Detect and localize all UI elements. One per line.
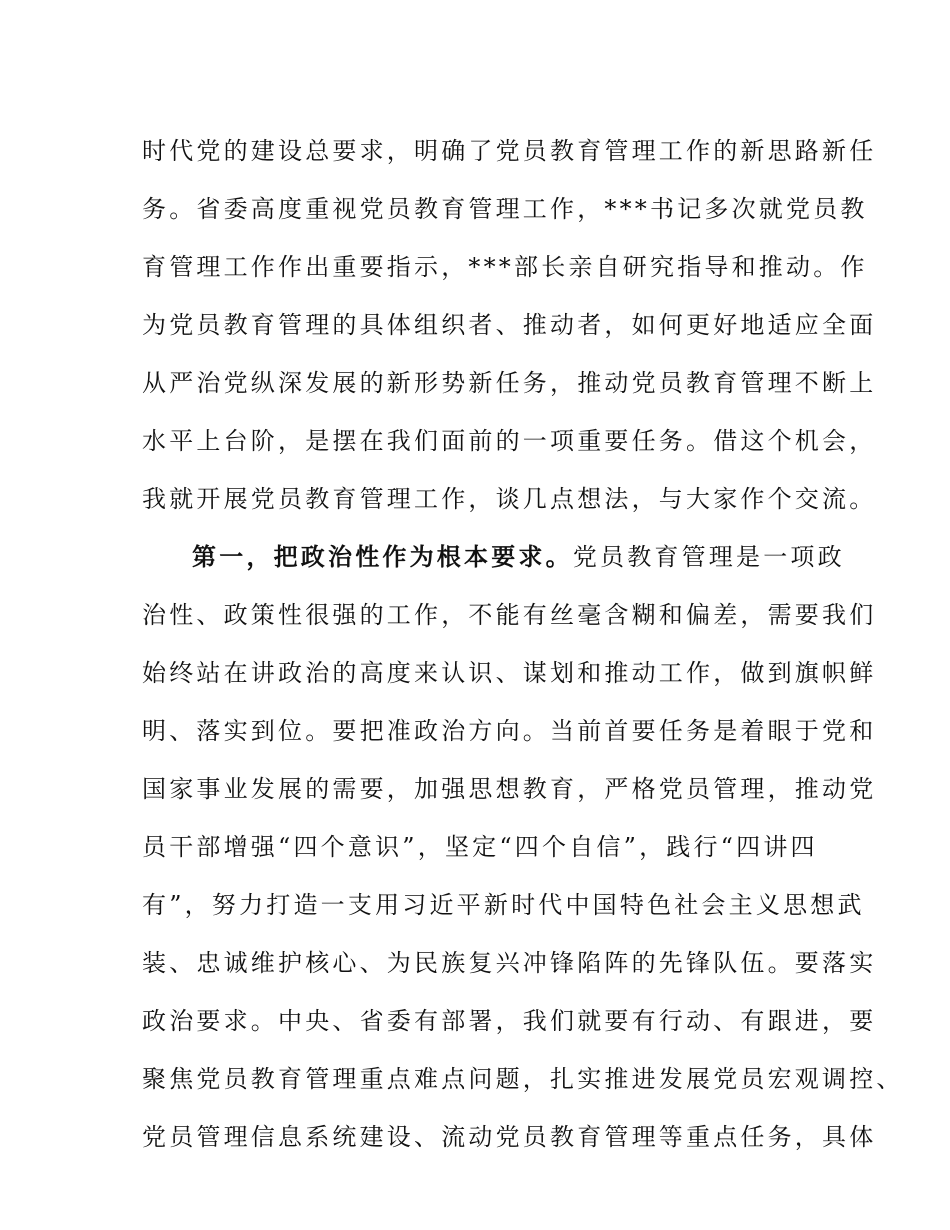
paragraph-line-6: 水平上台阶，是摆在我们面前的一项重要任务。借这个机会， (142, 427, 877, 455)
paragraph-2-line-6: 员干部增强“四个意识”，坚定“四个自信”，践行“四讲四 (142, 833, 818, 861)
paragraph-line-1: 时代党的建设总要求，明确了党员教育管理工作的新思路新任 (142, 137, 877, 165)
paragraph-line-7: 我就开展党员教育管理工作，谈几点想法，与大家作个交流。 (142, 485, 877, 513)
paragraph-2-line-7: 有”，努力打造一支用习近平新时代中国特色社会主义思想武 (142, 891, 865, 919)
paragraph-line-2: 务。省委高度重视党员教育管理工作，***书记多次就党员教 (142, 195, 868, 223)
paragraph-line-4: 为党员教育管理的具体组织者、推动者，如何更好地适应全面 (142, 311, 877, 339)
paragraph-2-line-5: 国家事业发展的需要，加强思想教育，严格党员管理，推动党 (142, 775, 877, 803)
paragraph-2-line-2: 治性、政策性很强的工作，不能有丝毫含糊和偏差，需要我们 (142, 601, 877, 629)
paragraph-2-line-3: 始终站在讲政治的高度来认识、谋划和推动工作，做到旗帜鲜 (142, 659, 877, 687)
paragraph-2-line-8: 装、忠诚维护核心、为民族复兴冲锋陷阵的先锋队伍。要落实 (142, 949, 877, 977)
section-heading: 第一，把政治性作为根本要求。 (192, 543, 573, 571)
paragraph-2-first-line (192, 540, 892, 574)
paragraph-2-line-10: 聚焦党员教育管理重点难点问题，扎实推进发展党员宏观调控、 (142, 1065, 904, 1093)
paragraph-2-first-text: 党员教育管理是一项政 (572, 543, 845, 571)
paragraph-line-5: 从严治党纵深发展的新形势新任务，推动党员教育管理不断上 (142, 369, 877, 397)
paragraph-line-3: 育管理工作作出重要指示，***部长亲自研究指导和推动。作 (142, 253, 868, 281)
paragraph-2-line-9: 政治要求。中央、省委有部署，我们就要有行动、有跟进，要 (142, 1007, 877, 1035)
paragraph-2-line-4: 明、落实到位。要把准政治方向。当前首要任务是着眼于党和 (142, 717, 877, 745)
paragraph-2-line-11: 党员管理信息系统建设、流动党员教育管理等重点任务，具体 (142, 1123, 877, 1151)
